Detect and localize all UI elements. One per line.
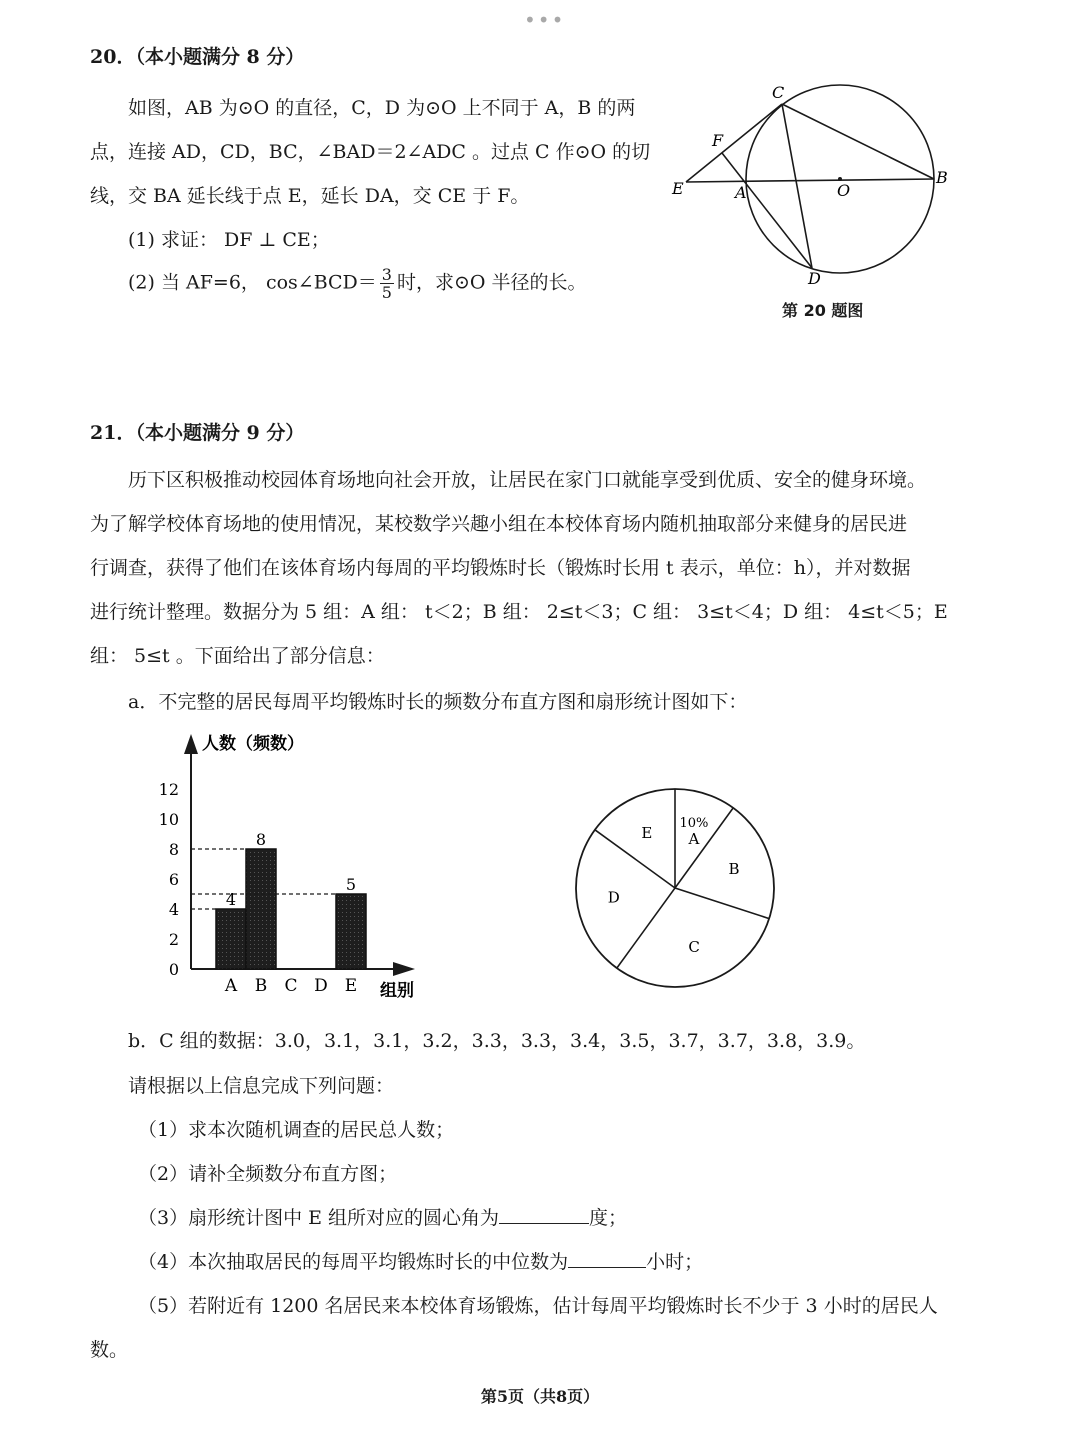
q4-unit: 小时；	[646, 1251, 704, 1273]
q21-subquestion-3	[138, 1203, 627, 1230]
pie-divider	[617, 888, 675, 968]
q20-text-line3: 线，交 BA 延长线于点 E，延长 DA，交 CE 于 F。	[90, 185, 530, 207]
pie-chart	[565, 780, 785, 1000]
q21-paragraph-line5: 组： 5≤t 。下面给出了部分信息：	[90, 645, 385, 667]
fraction-numerator: 3	[381, 265, 392, 284]
q20-part2	[128, 266, 587, 301]
pie-slice-label-d: D	[607, 888, 620, 907]
x-tick-label: B	[254, 976, 268, 996]
q21-paragraph-line3: 行调查，获得了他们在该体育场内每周的平均锻炼时长（锻炼时长用 t 表示，单位：h），并对数据	[90, 557, 911, 579]
x-tick-label: C	[284, 976, 298, 996]
line-ec	[686, 104, 782, 182]
q20-heading: 20．（本小题满分 8 分）	[90, 46, 305, 68]
y-tick-label: 8	[168, 840, 179, 859]
frequency-histogram	[150, 728, 440, 1003]
q21-subquestion-1: （1）求本次随机调查的居民总人数；	[138, 1119, 455, 1141]
q21-heading: 21．（本小题满分 9 分）	[90, 422, 305, 444]
bar-value-label: 5	[345, 875, 357, 894]
pie-slice-label-b: B	[728, 859, 740, 878]
q20-text-line1: 如图，AB 为⊙O 的直径，C，D 为⊙O 上不同于 A，B 的两	[128, 97, 636, 119]
q21-prompt: 请根据以上信息完成下列问题：	[128, 1075, 395, 1097]
pie-divider	[595, 830, 675, 888]
q20-text-line2: 点，连接 AD，CD，BC，∠BAD＝2∠ADC 。过点 C 作⊙O 的切	[90, 141, 651, 163]
q21-info-b: b．C 组的数据：3.0，3.1，3.1，3.2，3.3，3.3，3.4，3.5，3.7，3.7，3.8，3.9。	[128, 1030, 866, 1052]
y-tick-label: 2	[168, 930, 179, 949]
answer-blank-q3[interactable]	[499, 1205, 589, 1224]
y-tick-label: 10	[158, 810, 179, 829]
geometry-figure	[660, 80, 960, 295]
point-label-d: D	[808, 269, 821, 288]
q4-text: （4）本次抽取居民的每周平均锻炼时长的中位数为	[138, 1251, 569, 1273]
y-tick-label: 4	[168, 900, 179, 919]
q21-subquestion-5-cont: 数。	[90, 1339, 129, 1361]
q21-subquestion-4	[138, 1247, 703, 1274]
bar-e	[336, 894, 366, 969]
line-fd	[722, 153, 812, 268]
q21-subquestion-5: （5）若附近有 1200 名居民来本校体育场锻炼，估计每周平均锻炼时长不少于 3 小时的居民人	[138, 1295, 938, 1317]
bar-value-label: 8	[255, 830, 267, 849]
point-label-e: E	[672, 179, 684, 198]
x-tick-label: D	[314, 976, 328, 996]
pie-divider	[675, 888, 769, 919]
x-axis-arrow	[393, 962, 415, 976]
bar-b	[246, 849, 276, 969]
answer-blank-q4[interactable]	[568, 1249, 646, 1268]
page-footer: 第5页（共8页）	[480, 1387, 600, 1406]
point-label-c: C	[772, 83, 785, 102]
point-label-b: B	[936, 168, 948, 187]
y-axis-label: 人数（频数）	[202, 734, 304, 754]
q20-part1: (1) 求证： DF ⊥ CE；	[128, 229, 330, 251]
x-tick-label: A	[224, 976, 238, 996]
line-eb	[686, 179, 934, 182]
bar-a	[216, 909, 246, 969]
y-tick-label: 0	[168, 960, 179, 979]
q21-info-a: a．不完整的居民每周平均锻炼时长的频数分布直方图和扇形统计图如下：	[128, 691, 748, 713]
q21-subquestion-2: （2）请补全频数分布直方图；	[138, 1163, 398, 1185]
q21-paragraph-line4: 进行统计整理。数据分为 5 组：A 组： t＜2；B 组： 2≤t＜3；C 组： 3≤t＜4；D 组： 4≤t＜5；E	[90, 601, 948, 623]
page-indicator: •••	[524, 8, 566, 32]
fraction	[380, 266, 394, 301]
x-tick-label: E	[344, 976, 358, 996]
y-tick-label: 6	[168, 870, 179, 889]
q21-paragraph-line1: 历下区积极推动校园体育场地向社会开放，让居民在家门口就能享受到优质、安全的健身环境。	[128, 469, 927, 491]
q20-part2-post: 时，求⊙O 半径的长。	[396, 271, 587, 294]
x-axis-label: 组别	[380, 981, 414, 1001]
pie-slice-label-c: C	[688, 937, 700, 956]
point-label-o: O	[837, 181, 851, 200]
line-cb	[782, 104, 934, 179]
line-cd	[782, 104, 812, 268]
fraction-denominator: 5	[381, 283, 392, 302]
pie-percent-label: 10%	[679, 815, 709, 831]
q3-text: （3）扇形统计图中 E 组所对应的圆心角为	[138, 1207, 500, 1229]
y-axis-arrow	[184, 734, 198, 754]
y-tick-label: 12	[158, 780, 179, 799]
figure-caption: 第 20 题图	[782, 301, 864, 320]
point-label-a: A	[735, 183, 747, 202]
bar-value-label: 4	[225, 890, 237, 909]
q21-paragraph-line2: 为了解学校体育场地的使用情况，某校数学兴趣小组在本校体育场内随机抽取部分来健身的居民进	[90, 513, 908, 535]
pie-slice-label-e: E	[641, 823, 653, 842]
q3-unit: 度；	[589, 1207, 628, 1229]
q20-part2-pre: (2) 当 AF=6， cos∠BCD＝	[128, 271, 377, 294]
point-label-f: F	[712, 131, 724, 150]
pie-slice-label-a: A	[688, 829, 700, 848]
